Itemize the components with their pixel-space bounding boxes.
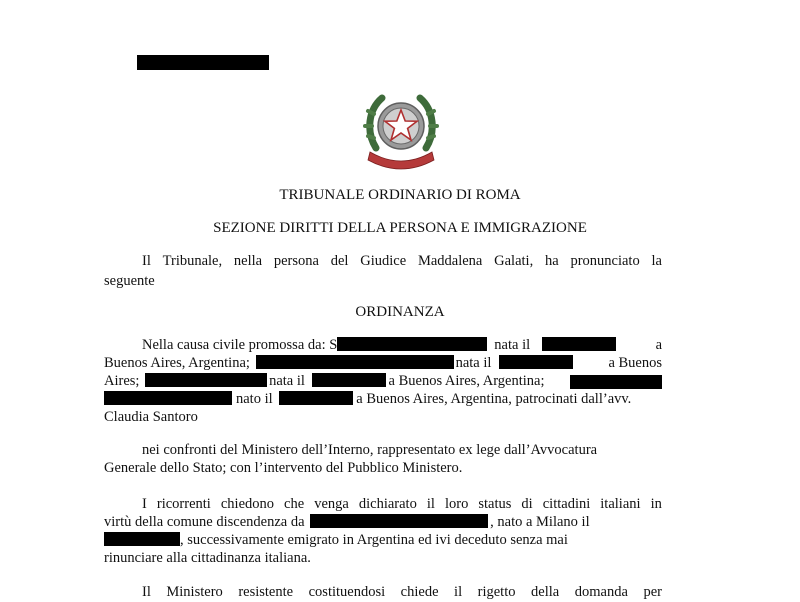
claims-line-2: virtù della comune discendenza da , nato a Milano il [104, 514, 590, 530]
respondent-line-1: nei confronti del Ministero dell’Interno, rappresentato ex lege dall’Avvocatura [142, 442, 598, 458]
intro-line-1: Il Tribunale, nella persona del Giudice Maddalena Galati, ha pronunciato la [142, 253, 662, 269]
redaction-block [256, 355, 454, 369]
section-title: SEZIONE DIRITTI DELLA PERSONA E IMMIGRAZIONE [213, 220, 587, 236]
court-title: TRIBUNALE ORDINARIO DI ROMA [279, 187, 521, 203]
parties-line-4: nato il a Buenos Aires, Argentina, patrocinati dall’avv. [104, 391, 662, 409]
redaction-block [337, 337, 487, 351]
parties-line-3: Aires; nata il a Buenos Aires, Argentina; [104, 373, 662, 391]
redaction-block [542, 337, 616, 351]
claims-line-1: I ricorrenti chiedono che venga dichiarato il loro status di cittadini italiani in [142, 496, 662, 512]
ministry-line-1: Il Ministero resistente costituendosi chiede il rigetto della domanda per [142, 584, 662, 600]
parties-line-2: Buenos Aires, Argentina; nata il a Buenos [104, 355, 662, 371]
claims-line-3: , successivamente emigrato in Argentina ed ivi deceduto senza mai [104, 532, 662, 550]
claims-line-4: rinunciare alla cittadinanza italiana. [104, 550, 311, 566]
redaction-block [104, 391, 232, 405]
redaction-block [499, 355, 573, 369]
respondent-line-2: Generale dello Stato; con l’intervento del Pubblico Ministero. [104, 460, 463, 476]
redaction-block [310, 514, 488, 528]
document-type: ORDINANZA [355, 304, 445, 320]
redaction-block [570, 375, 662, 389]
redaction-block [145, 373, 267, 387]
redaction-block [312, 373, 386, 387]
parties-line-1: Nella causa civile promossa da: S nata il a [142, 337, 662, 353]
redaction-block [279, 391, 353, 405]
parties-line-5: Claudia Santoro [104, 409, 198, 425]
emblem-icon [362, 86, 440, 174]
intro-line-2: seguente [104, 273, 155, 289]
redaction-block [104, 532, 180, 546]
redaction-block [137, 55, 269, 70]
